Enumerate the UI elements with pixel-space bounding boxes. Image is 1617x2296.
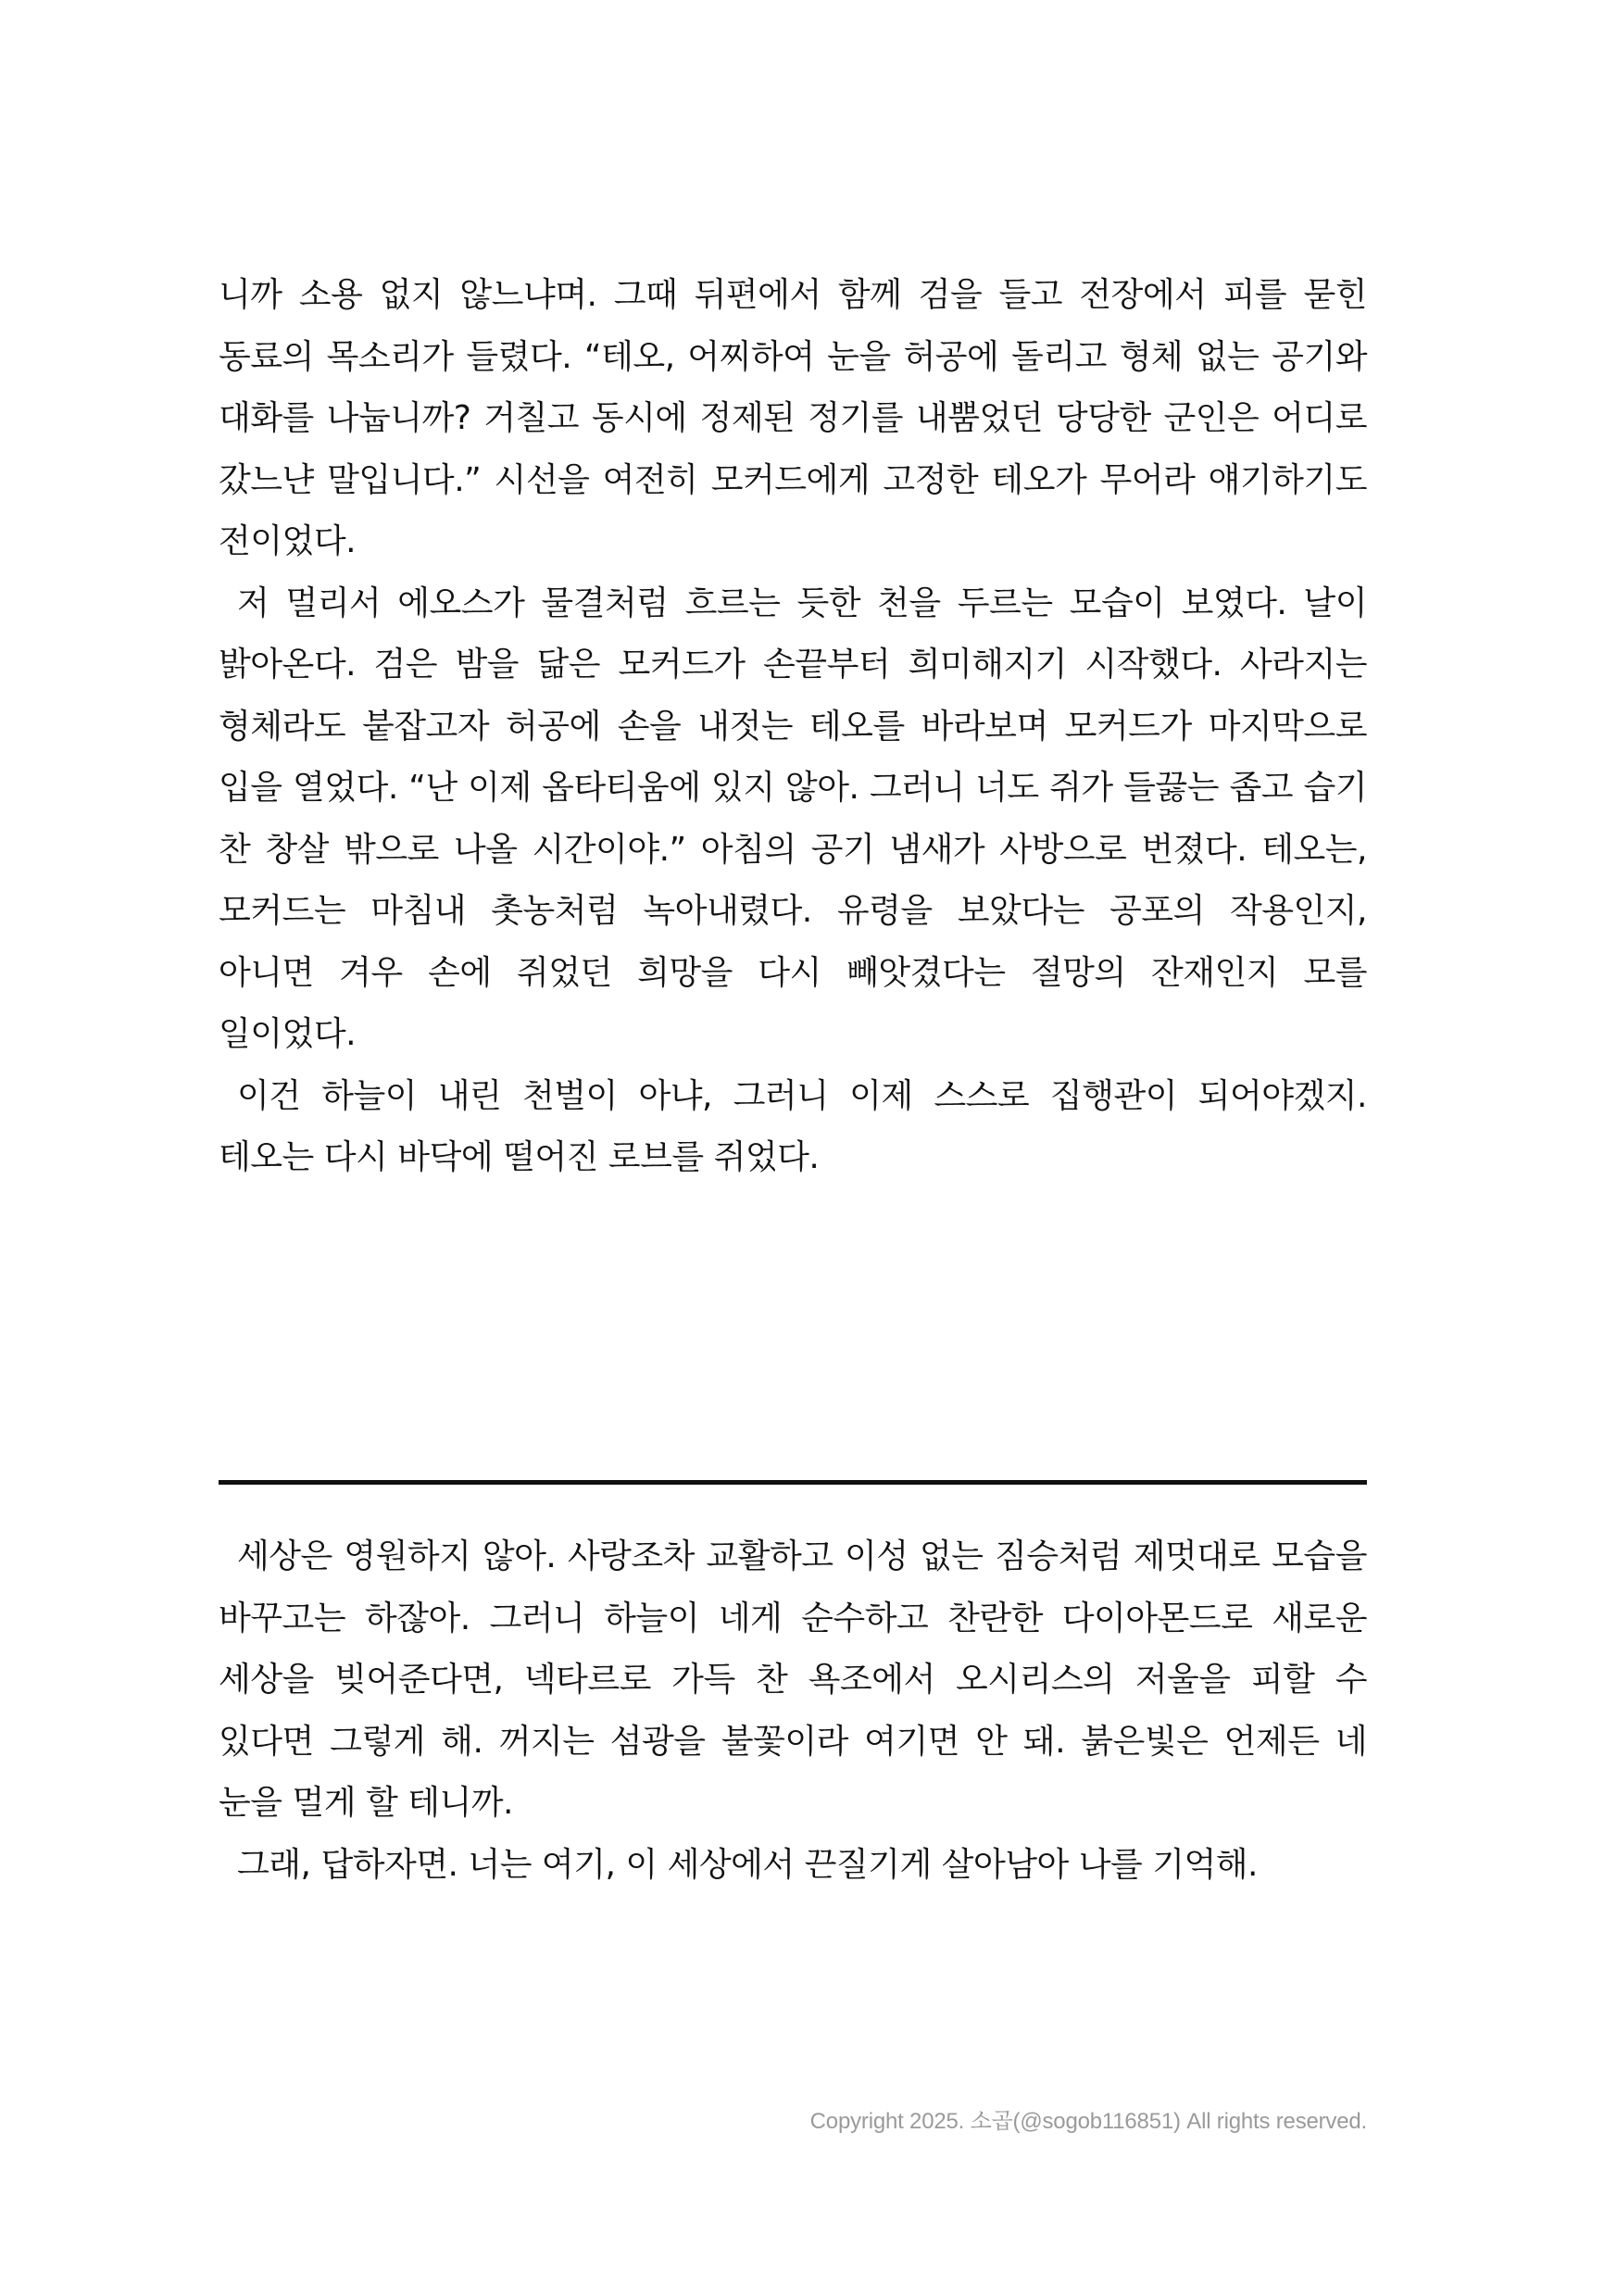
epilogue-text: [219, 1526, 1367, 1896]
story-paragraph-3: 이건 하늘이 내린 천벌이 아냐, 그러니 이제 스스로 집행관이 되어야겠지. 테오는 다시 바닥에 떨어진 로브를 쥐었다.: [219, 1076, 1367, 1176]
epilogue-paragraph-1: 세상은 영원하지 않아. 사랑조차 교활하고 이성 없는 짐승처럼 제멋대로 모습을 바꾸고는 하잖아. 그러니 하늘이 네게 순수하고 찬란한 다이아몬드로 새로운 세상을 빚어준다면, 넥타르로 가득 찬 욕조에서 오시리스의 저울을 피할 수 있다면 그렇게 해. 꺼지는 섬광을 불꽃이라 여기면 안 돼. 붉은빛은 언제든 네 눈을 멀게 할 테니까.: [219, 1537, 1367, 1822]
story-paragraph-1: 니까 소용 없지 않느냐며. 그때 뒤편에서 함께 검을 들고 전장에서 피를 묻힌 동료의 목소리가 들렸다. “테오, 어찌하여 눈을 허공에 돌리고 형체 없는 공기와 대화를 나눕니까? 거칠고 동시에 정제된 정기를 내뿜었던 당당한 군인은 어디로 갔느냔 말입니다.” 시선을 여전히 모커드에게 고정한 테오가 무어라 얘기하기도 전이었다.: [219, 276, 1367, 560]
story-text: [219, 265, 1367, 1189]
story-paragraph-2: 저 멀리서 에오스가 물결처럼 흐르는 듯한 천을 두르는 모습이 보였다. 날이 밝아온다. 검은 밤을 닮은 모커드가 손끝부터 희미해지기 시작했다. 사라지는 형체라도 붙잡고자 허공에 손을 내젓는 테오를 바라보며 모커드가 마지막으로 입을 열었다. “난 이제 옵타티움에 있지 않아. 그러니 너도 쥐가 들끓는 좁고 습기 찬 창살 밖으로 나올 시간이야.” 아침의 공기 냄새가 사방으로 번졌다. 테오는, 모커드는 마침내 촛농처럼 녹아내렸다. 유령을 보았다는 공포의 작용인지, 아니면 겨우 손에 쥐었던 희망을 다시 빼앗겼다는 절망의 잔재인지 모를 일이었다.: [219, 583, 1367, 1053]
epilogue-paragraph-2: 그래, 답하자면. 너는 여기, 이 세상에서 끈질기게 살아남아 나를 기억해.: [237, 1845, 1258, 1884]
copyright-notice: Copyright 2025. 소곱(@sogob116851) All rights reserved.: [809, 2109, 1367, 2134]
section-divider: [219, 1480, 1367, 1485]
